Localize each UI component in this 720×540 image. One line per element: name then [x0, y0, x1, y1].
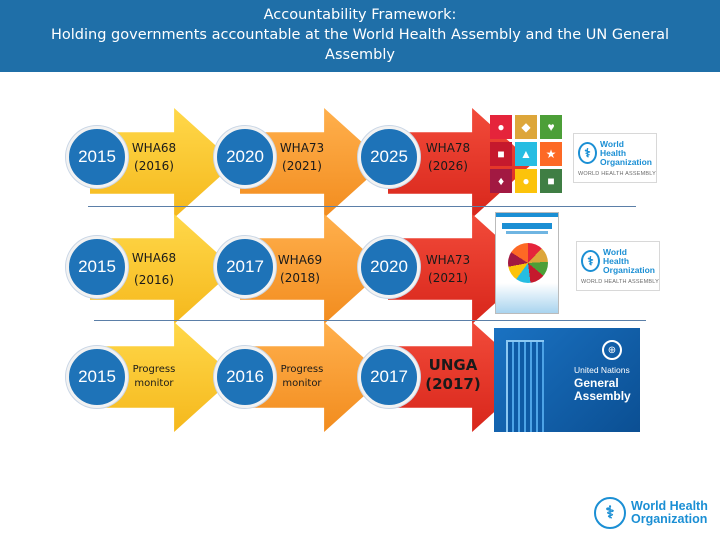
who-name-line2: Organization: [603, 264, 655, 275]
who-emblem-icon: ⚕: [581, 250, 600, 272]
who-emblem-icon: ⚕: [594, 497, 626, 529]
who-wha-logo: [576, 241, 660, 291]
sdg-goal-icon: ▲: [515, 142, 537, 166]
un-general-assembly-image: [494, 328, 640, 432]
step-label: [416, 140, 480, 174]
step-label-line1: UNGA: [428, 356, 478, 374]
sdg-goal-icon: ♥: [540, 115, 562, 139]
who-subtitle: WORLD HEALTH ASSEMBLY: [581, 278, 659, 285]
step-label-line1: WHA73: [279, 141, 325, 155]
who-subtitle: WORLD HEALTH ASSEMBLY: [578, 170, 656, 177]
year-circle: 2020: [214, 126, 276, 188]
footer-name-line1: World Health: [631, 499, 708, 513]
un-emblem-icon: ⊕: [602, 340, 622, 360]
step-label-line1: WHA78: [425, 141, 471, 155]
who-name-line2: Organization: [600, 156, 652, 167]
year-circle: 2015: [66, 126, 128, 188]
header-banner: [0, 0, 720, 72]
step-label-line2: monitor: [282, 378, 322, 389]
year-circle: 2020: [358, 236, 420, 298]
building-icon: [506, 340, 544, 432]
step-label-line1: WHA68: [131, 251, 177, 265]
step-label-line2: (2018): [280, 271, 320, 285]
unga-line3: Assembly: [574, 389, 631, 403]
step-label-line2: (2016): [134, 159, 174, 173]
step-label-line1: Progress: [132, 364, 176, 375]
sdg-icons: [490, 115, 562, 195]
sdg-goal-icon: ●: [490, 115, 512, 139]
year-circle: 2017: [214, 236, 276, 298]
row-divider: [88, 206, 636, 207]
who-name-line1: World Health: [603, 246, 630, 266]
step-label: [416, 252, 480, 286]
step-label-line2: (2017): [425, 375, 481, 393]
gpw13-cover-image: [495, 212, 559, 314]
sdg-goal-icon: ★: [540, 142, 562, 166]
year-circle: 2016: [214, 346, 276, 408]
step-label-line2: (2021): [428, 271, 468, 285]
title-line-1: Accountability Framework:: [263, 7, 457, 23]
step-label: [122, 140, 186, 174]
unga-line2: General: [574, 376, 619, 390]
year-circle: 2017: [358, 346, 420, 408]
step-label-line2: (2016): [134, 273, 174, 287]
row-divider: [94, 320, 646, 321]
step-label: [270, 364, 334, 390]
who-wha-logo: [573, 133, 657, 183]
step-label-line2: (2021): [282, 159, 322, 173]
step-label: [122, 250, 186, 288]
step-label-line1: WHA69: [277, 253, 323, 267]
step-label: [268, 252, 332, 286]
step-label: [122, 364, 186, 390]
who-footer-logo: [594, 495, 710, 531]
who-emblem-icon: ⚕: [578, 142, 597, 164]
step-label-line1: WHA73: [425, 253, 471, 267]
step-label-line2: (2026): [428, 159, 468, 173]
step-label-line2: monitor: [134, 378, 174, 389]
unga-line1: United Nations: [574, 365, 630, 375]
who-name-line1: World Health: [600, 138, 627, 158]
step-label: [418, 356, 488, 394]
step-label: [270, 140, 334, 174]
sdg-goal-icon: ♦: [490, 169, 512, 193]
sdg-goal-icon: ●: [515, 169, 537, 193]
sdg-goal-icon: ■: [540, 169, 562, 193]
step-label-line1: Progress: [280, 364, 324, 375]
sdg-goal-icon: ◆: [515, 115, 537, 139]
step-label-line1: WHA68: [131, 141, 177, 155]
footer-name-line2: Organization: [631, 512, 708, 526]
title-line-2: Holding governments accountable at the World Health Assembly and the UN General: [51, 27, 669, 43]
title-line-3: Assembly: [325, 47, 395, 63]
year-circle: 2015: [66, 346, 128, 408]
year-circle: 2015: [66, 236, 128, 298]
year-circle: 2025: [358, 126, 420, 188]
sdg-goal-icon: ■: [490, 142, 512, 166]
